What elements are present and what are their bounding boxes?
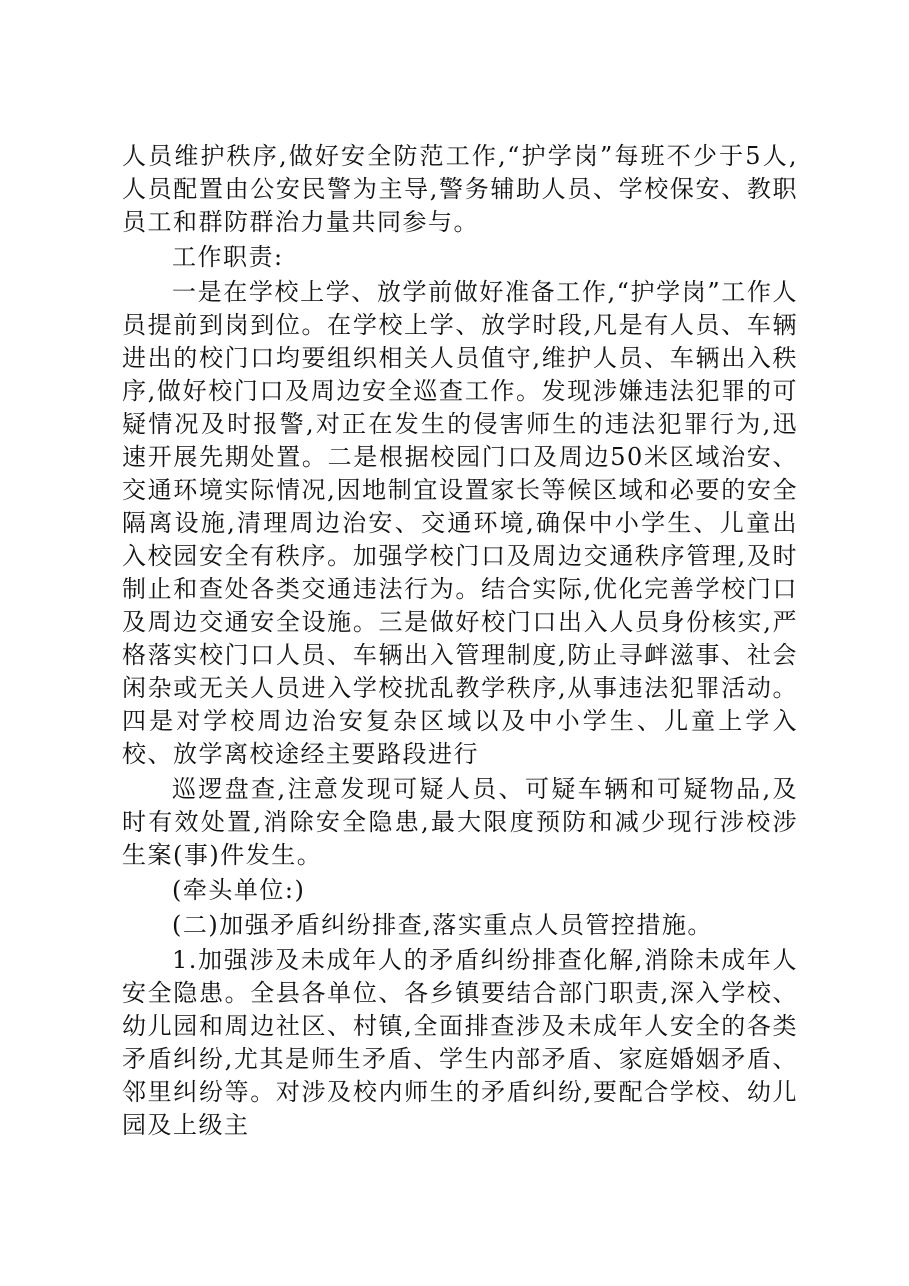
paragraph-7: 1.加强涉及未成年人的矛盾纠纷排查化解,消除未成年人安全隐患。全县各单位、各乡镇要结合部门职责,深入学校、幼儿园和周边社区、村镇,全面排查涉及未成年人安全的各类矛盾纠纷,尤其是师生矛盾、学生内部矛盾、家庭婚姻矛盾、邻里纠纷等。对涉及校内师生的矛盾纠纷,要配合学校、幼儿园及上级主	[122, 946, 798, 1139]
paragraph-5: (牵头单位:)	[172, 876, 306, 904]
document-page	[122, 140, 798, 1144]
paragraph-4: 巡逻盘查,注意发现可疑人员、可疑车辆和可疑物品,及时有效处置,消除安全隐患,最大限度预防和减少现行涉校涉生案(事)件发生。	[122, 775, 798, 869]
paragraph-2: 工作职责:	[172, 243, 284, 271]
paragraph-1: 人员维护秩序,做好安全防范工作,“护学岗”每班不少于5人,人员配置由公安民警为主导,警务辅助人员、学校保安、教职员工和群防群治力量共同参与。	[122, 142, 798, 236]
paragraph-6: (二)加强矛盾纠纷排查,落实重点人员管控措施。	[172, 911, 713, 939]
paragraph-3: 一是在学校上学、放学前做好准备工作,“护学岗”工作人员提前到岗到位。在学校上学、放学时段,凡是有人员、车辆进出的校门口均要组织相关人员值守,维护人员、车辆出入秩序,做好校门口及周边安全巡查工作。发现涉嫌违法犯罪的可疑情况及时报警,对正在发生的侵害师生的违法犯罪行为,迅速开展先期处置。二是根据校园门口及周边50米区域治安、交通环境实际情况,因地制宜设置家长等候区域和必要的安全隔离设施,清理周边治安、交通环境,确保中小学生、儿童出入校园安全有秩序。加强学校门口及周边交通秩序管理,及时制止和查处各类交通违法行为。结合实际,优化完善学校门口及周边交通安全设施。三是做好校门口出入人员身份核实,严格落实校门口人员、车辆出入管理制度,防止寻衅滋事、社会闲杂或无关人员进入学校扰乱教学秩序,从事违法犯罪活动。四是对学校周边治安复杂区域以及中小学生、儿童上学入校、放学离校途经主要路段进行	[122, 278, 798, 768]
